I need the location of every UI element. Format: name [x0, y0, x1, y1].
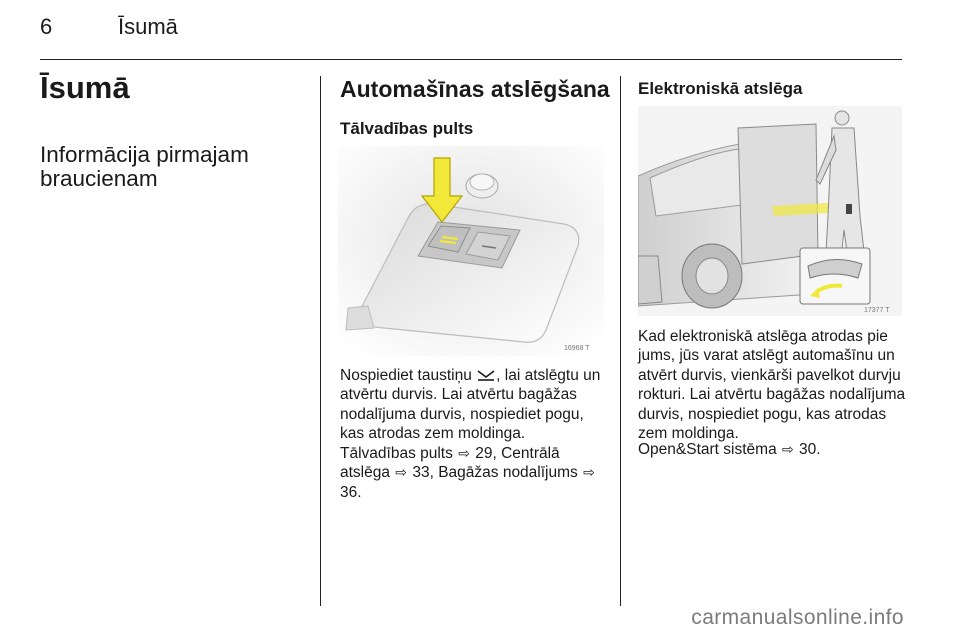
remote-key-illustration [338, 146, 604, 356]
car-door-illustration [638, 106, 902, 316]
text-segment: Tālvadības pults [340, 445, 458, 462]
text-segment: Open&Start sistēma [638, 441, 782, 458]
watermark: carmanualsonline.info [691, 606, 904, 629]
page-reference-icon[interactable]: ⇨ [583, 464, 595, 481]
column-divider-1 [320, 76, 321, 606]
subsection-title: Informācija pirmajam braucienam [40, 142, 249, 191]
subheading-remote-control: Tālvadības pults [340, 119, 474, 138]
section-title: Īsumā [40, 70, 130, 105]
text-segment: , lai atslēgtu un atvērtu durvis. Lai atvērtu bagāžas nodalījuma durvis, nospiediet pogu, kas atrodas zem moldinga. [340, 367, 601, 443]
text-segment: 29, Centrālā atslēga [340, 445, 560, 482]
paragraph-open-start [638, 440, 910, 459]
section-heading-unlocking: Automašīnas atslēgšana [340, 76, 610, 102]
running-head: Īsumā [118, 14, 178, 39]
page-reference-icon[interactable]: ⇨ [782, 441, 794, 457]
page-number: 6 [40, 14, 53, 39]
text-segment: 36. [340, 483, 362, 501]
paragraph-electronic-key: Kad elektroniskā atslēga atrodas pie jums, jūs varat atslēgt automašīnu un atvērt durvis, vienkārši pavelkot durvju rokturi. Lai atvērtu bagāžas nodalījuma durvis, nospiediet pogu, kas atrodas zem moldinga. [638, 328, 906, 443]
unlock-button-icon [476, 368, 496, 382]
image-label: 16968 T [564, 345, 590, 352]
column-divider-2 [620, 76, 621, 606]
page-reference-icon[interactable]: ⇨ [395, 464, 408, 481]
text-segment: 30. [794, 441, 821, 458]
header-rule [40, 59, 902, 60]
text-segment: Nospiediet taustiņu [340, 367, 477, 384]
image-label: 17377 T [864, 307, 890, 314]
paragraph-remote-unlock [340, 366, 612, 444]
page-reference-icon[interactable]: ⇨ [458, 445, 470, 461]
section-heading-electronic-key: Elektroniskā atslēga [638, 79, 803, 98]
text-segment: 33, Bagāžas nodalījums [408, 464, 583, 482]
paragraph-references [340, 444, 612, 502]
